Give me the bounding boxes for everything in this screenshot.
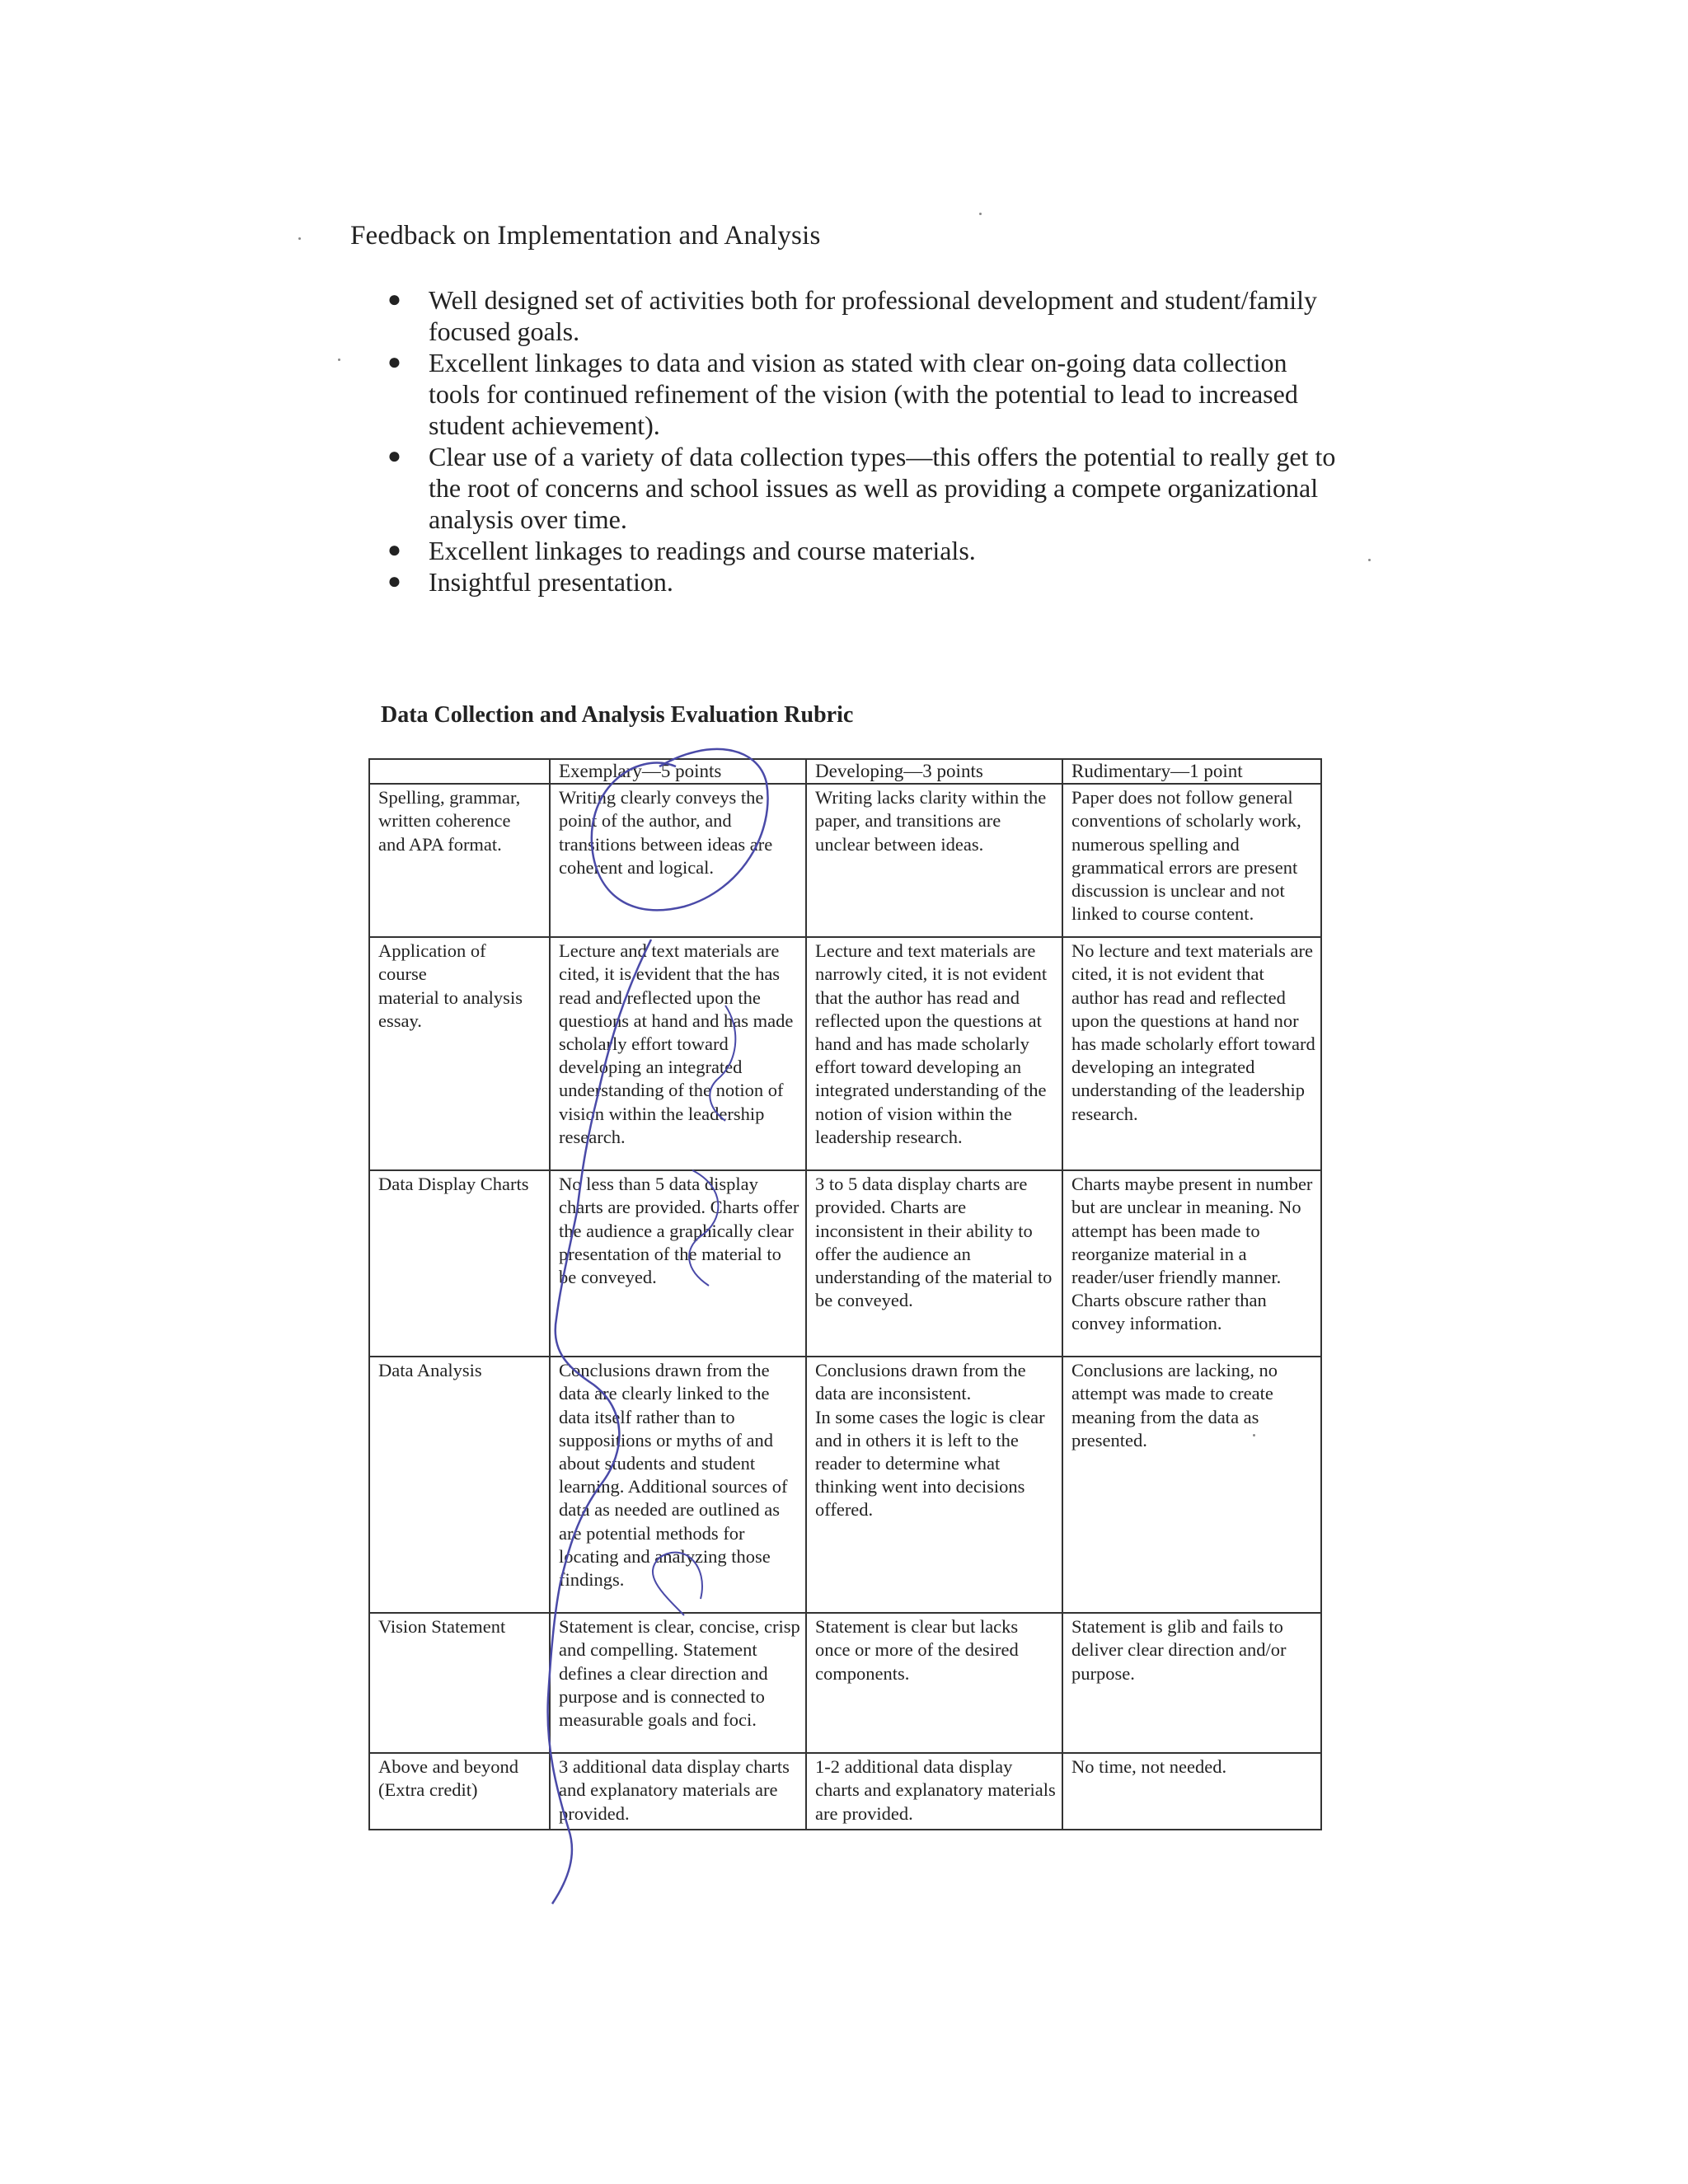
feedback-item — [387, 347, 1343, 441]
rubric-cell-exemplary: 3 additional data display charts and explanatory materials are provided. — [550, 1753, 806, 1830]
rubric-criterion: Spelling, grammar, written coherence and APA format. — [369, 784, 550, 937]
rubric-cell-rudimentary: Statement is glib and fails to deliver clear direction and/or purpose. — [1062, 1613, 1321, 1753]
rubric-header-exemplary: Exemplary—5 points — [550, 759, 806, 784]
rubric-criterion: Above and beyond (Extra credit) — [369, 1753, 550, 1830]
rubric-cell-exemplary: No less than 5 data display charts are provided. Charts offer the audience a graphically clear presentation of the material to be conveyed. — [550, 1170, 806, 1357]
feedback-list — [387, 284, 1343, 598]
rubric-table — [368, 758, 1322, 1830]
bullet-icon: ● — [387, 443, 401, 469]
rubric-criterion: Vision Statement — [369, 1613, 550, 1753]
rubric-cell-developing: Writing lacks clarity within the paper, and transitions are unclear between ideas. — [806, 784, 1062, 937]
rubric-row — [369, 1170, 1321, 1357]
feedback-item — [387, 284, 1343, 347]
feedback-item — [387, 566, 1343, 598]
scan-speck — [1368, 559, 1371, 561]
rubric-cell-developing: Lecture and text materials are narrowly cited, it is not evident that the author has read and reflected upon the questions at hand and has made scholarly effort toward developing an integrated understanding of the notion of vision within the leadership research. — [806, 937, 1062, 1170]
feedback-item-text: Excellent linkages to readings and course materials. — [429, 536, 976, 565]
rubric-cell-rudimentary: Paper does not follow general conventions of scholarly work, numerous spelling and grammatical errors are present discussion is unclear and not linked to course content. — [1062, 784, 1321, 937]
scan-speck — [1253, 1434, 1255, 1436]
rubric-criterion: Data Display Charts — [369, 1170, 550, 1357]
rubric-row — [369, 784, 1321, 937]
rubric-row — [369, 1613, 1321, 1753]
rubric-row — [369, 937, 1321, 1170]
rubric-criterion: Application of course material to analysis essay. — [369, 937, 550, 1170]
feedback-heading: Feedback on Implementation and Analysis — [350, 221, 821, 251]
rubric-cell-developing: Statement is clear but lacks once or more of the desired components. — [806, 1613, 1062, 1753]
rubric-cell-rudimentary: Conclusions are lacking, no attempt was made to create meaning from the data as presented. — [1062, 1357, 1321, 1613]
feedback-item-text: Clear use of a variety of data collection types—this offers the potential to really get to the root of concerns and school issues as well as providing a compete organizational analysis over time. — [429, 442, 1336, 534]
rubric-cell-exemplary: Lecture and text materials are cited, it is evident that the has read and reflected upon the questions at hand and has made scholarly effort toward developing an integrated understanding of the notion of vision within the leadership research. — [550, 937, 806, 1170]
rubric-criterion: Data Analysis — [369, 1357, 550, 1613]
scan-speck — [979, 213, 982, 215]
feedback-item-text: Insightful presentation. — [429, 567, 673, 597]
feedback-item — [387, 535, 1343, 566]
bullet-icon: ● — [387, 537, 401, 563]
rubric-cell-developing: 3 to 5 data display charts are provided. Charts are inconsistent in their ability to offer the audience an understanding of the material to be conveyed. — [806, 1170, 1062, 1357]
rubric-header-row — [369, 759, 1321, 784]
scan-speck — [338, 359, 340, 361]
rubric-title: Data Collection and Analysis Evaluation Rubric — [381, 702, 854, 728]
bullet-icon: ● — [387, 349, 401, 375]
bullet-icon: ● — [387, 287, 401, 312]
feedback-item-text: Well designed set of activities both for professional development and student/family focused goals. — [429, 285, 1318, 346]
rubric-cell-rudimentary: No time, not needed. — [1062, 1753, 1321, 1830]
rubric-cell-developing: 1-2 additional data display charts and explanatory materials are provided. — [806, 1753, 1062, 1830]
feedback-item-text: Excellent linkages to data and vision as stated with clear on-going data collection tools for continued refinement of the vision (with the potential to lead to increased student achievement). — [429, 348, 1298, 440]
rubric-row — [369, 1753, 1321, 1830]
rubric-header-developing: Developing—3 points — [806, 759, 1062, 784]
rubric-cell-exemplary: Conclusions drawn from the data are clearly linked to the data itself rather than to suppositions or myths of and about students and student learning. Additional sources of data as needed are outlined as are potential methods for locating and analyzing those findings. — [550, 1357, 806, 1613]
rubric-header-rudimentary: Rudimentary—1 point — [1062, 759, 1321, 784]
feedback-item — [387, 441, 1343, 535]
rubric-cell-developing: Conclusions drawn from the data are inconsistent. In some cases the logic is clear and in others it is left to the reader to determine what thinking went into decisions offered. — [806, 1357, 1062, 1613]
rubric-cell-exemplary: Writing clearly conveys the point of the author, and transitions between ideas are coherent and logical. — [550, 784, 806, 937]
rubric-row — [369, 1357, 1321, 1613]
rubric-cell-rudimentary: Charts maybe present in number but are unclear in meaning. No attempt has been made to reorganize material in a reader/user friendly manner. Charts obscure rather than convey information. — [1062, 1170, 1321, 1357]
scan-speck — [298, 237, 301, 240]
rubric-header-criterion — [369, 759, 550, 784]
rubric-cell-exemplary: Statement is clear, concise, crisp and compelling. Statement defines a clear direction and purpose and is connected to measurable goals and foci. — [550, 1613, 806, 1753]
rubric-cell-rudimentary: No lecture and text materials are cited, it is not evident that author has read and reflected upon the questions at hand nor has made scholarly effort toward developing an integrated understanding of the leadership research. — [1062, 937, 1321, 1170]
bullet-icon: ● — [387, 569, 401, 594]
